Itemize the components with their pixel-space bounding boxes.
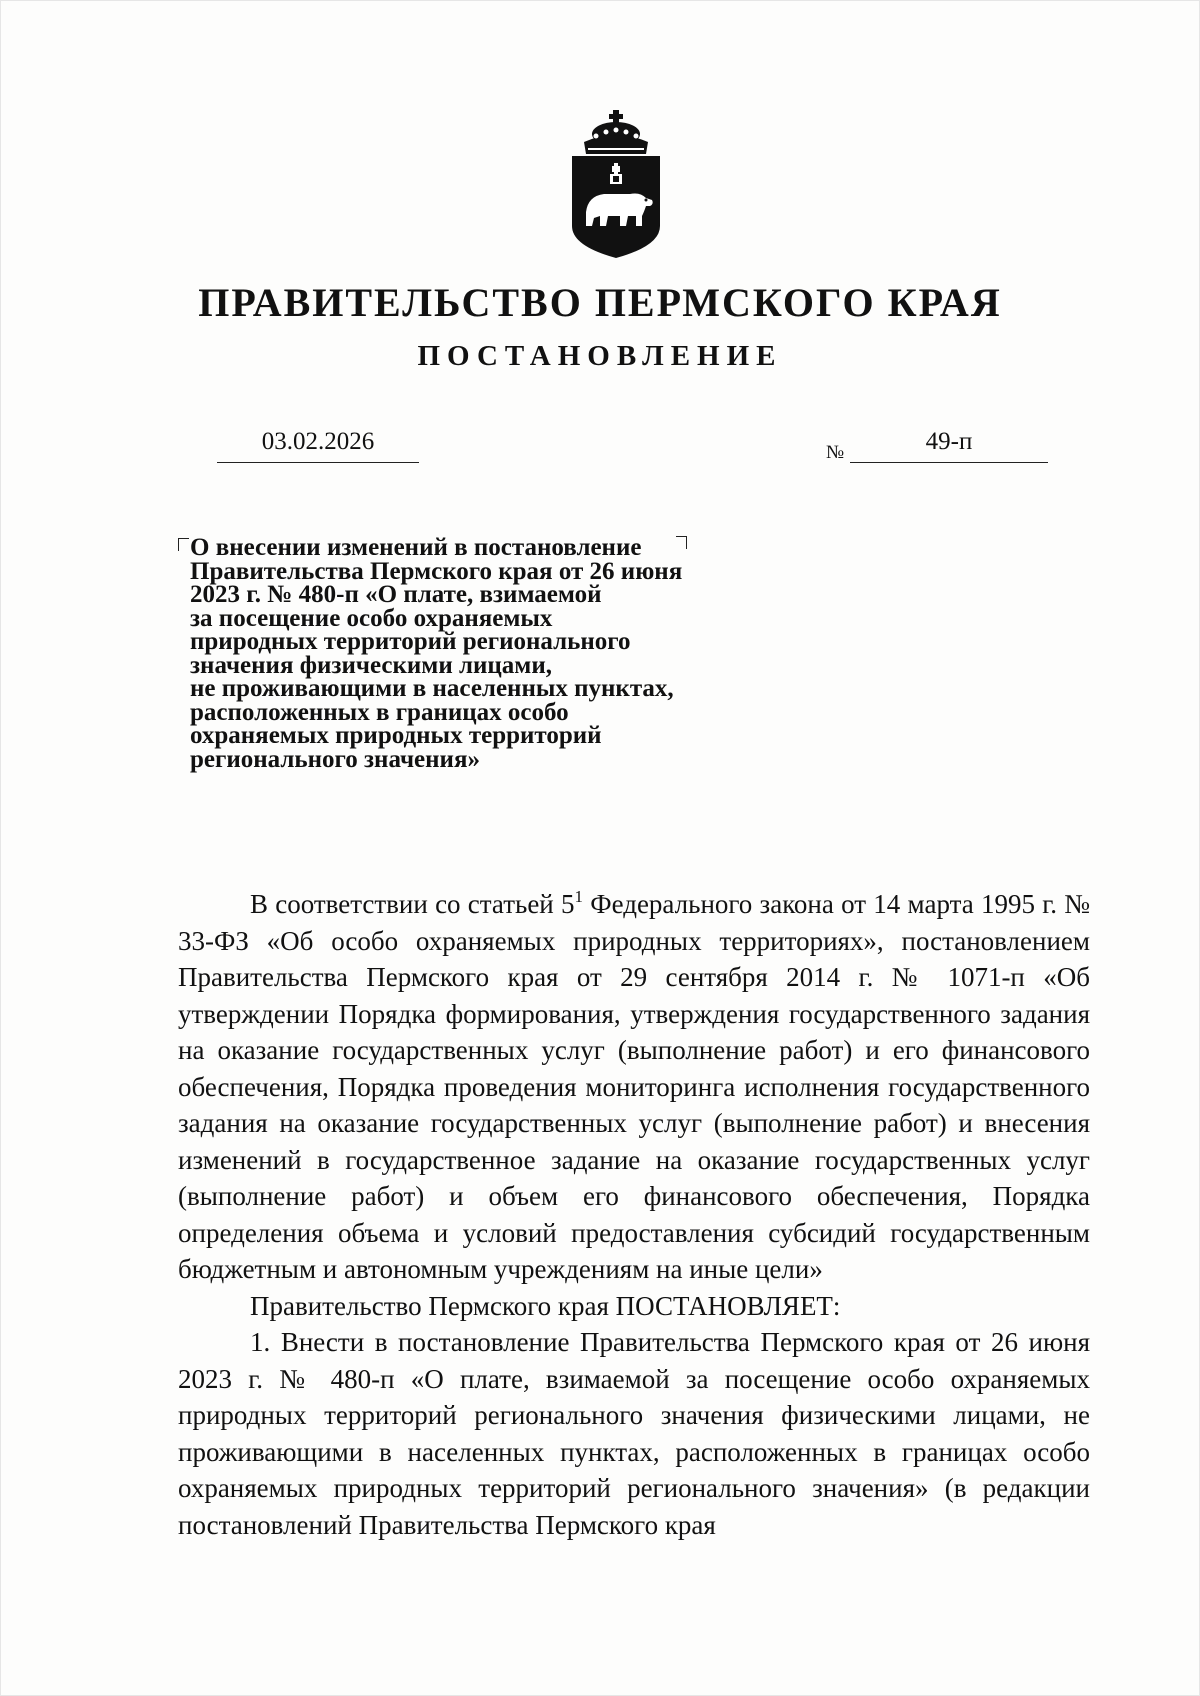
subject-line: регионального значения» [190, 745, 480, 773]
document-number: 49-п [850, 424, 1048, 463]
resolves-paragraph: Правительство Пермского края ПОСТАНОВЛЯЕТ: [250, 1290, 841, 1321]
subject-line: Правительства Пермского края от 26 июня [190, 557, 683, 585]
perm-krai-coat-of-arms-icon [566, 108, 666, 260]
item-1-paragraph: 1. Внести в постановление Правительства Пермского края от 26 июня 2023 г. № 480-п «О плате, взимаемой за посещение особо охраняемых природных территорий регионального значения физическими лицами, не проживающими в населенных пунктах, расположенных в границах особо охраняемых природных территорий регионального значения» (в редакции постановлений Правительства Пермского края [178, 1327, 1090, 1540]
subject-line: 2023 г. № 480-п «О плате, взимаемой [190, 581, 602, 608]
preamble-start: В соответствии со статьей 5 [250, 889, 575, 919]
subject-line: за посещение особо охраняемых [190, 604, 553, 632]
document-date: 03.02.2026 [217, 424, 419, 463]
subject-line: расположенных в границах особо [190, 698, 569, 726]
document-body [178, 886, 1090, 1543]
subject-corner-mark-left [178, 538, 189, 551]
article-superscript: 1 [574, 887, 583, 906]
subject-line: не проживающими в населенных пунктах, [190, 675, 674, 702]
subject-line: О внесении изменений в постановление [190, 534, 642, 561]
government-title: ПРАВИТЕЛЬСТВО ПЕРМСКОГО КРАЯ [198, 280, 1002, 325]
subject-line: охраняемых природных территорий [190, 722, 602, 749]
subject-line: природных территорий регионального [190, 628, 631, 655]
preamble-rest: Федерального закона от 14 марта 1995 г. № 33-ФЗ «Об особо охраняемых природных территориях», постановлением Правительства Пермского края от 29 сентября 2014 г. № 1071-п «Об утверждении Порядка формирования, утверждения государственного задания на оказание государственных услуг (выполнение работ) и его финансового обеспечения, Порядка проведения мониторинга исполнения государственного задания на оказание государственных услуг (выполнение работ) и внесения изменений в государственное задание на оказание государственных услуг (выполнение работ) и объем его финансового обеспечения, Порядка определения объема и условий предоставления субсидий государственным бюджетным и автономным учреждениям на иные цели» [178, 889, 1090, 1284]
number-sign: № [826, 442, 845, 463]
document-subject [190, 536, 780, 771]
document-type: ПОСТАНОВЛЕНИЕ [417, 340, 783, 372]
preamble-paragraph [178, 886, 1090, 1288]
subject-line: значения физическими лицами, [190, 651, 552, 679]
